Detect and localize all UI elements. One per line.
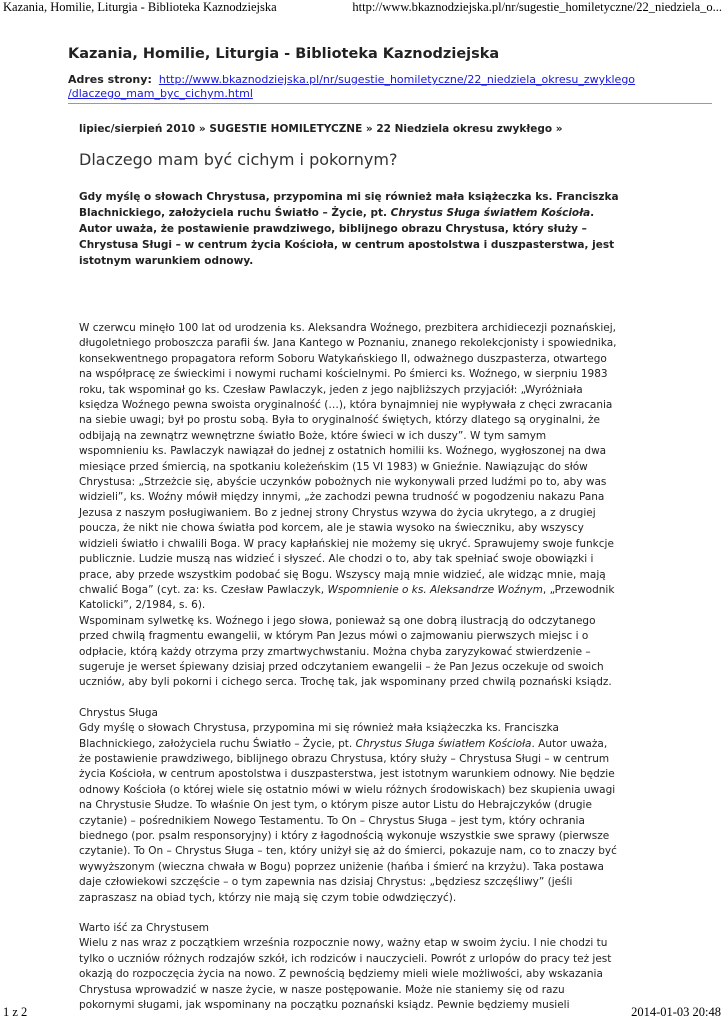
page-address	[68, 73, 668, 101]
section-heading: Warto iść za Chrystusem	[79, 922, 210, 935]
header-divider	[68, 103, 712, 104]
print-header-title: Kazania, Homilie, Liturgia - Biblioteka Kaznodziejska	[3, 0, 277, 14]
article-title: Dlaczego mam być cichym i pokornym?	[79, 150, 398, 169]
address-label: Adres strony:	[68, 73, 152, 86]
article-body	[79, 321, 619, 1028]
print-header-url: http://www.bkaznodziejska.pl/nr/sugestie_homiletyczne/22_niedziela_o...	[352, 0, 722, 14]
print-datetime: 2014-01-03 20:48	[631, 1005, 721, 1019]
article-lead: Gdy myślę o słowach Chrystusa, przypomina mi się również mała książeczka ks. Franciszka Blachnickiego, założyciela ruchu Światło – Życie, pt. Chrystus Sługa światłem Kościoła. Autor uważa, że postawienie prawdziwego, biblijnego obrazu Chrystusa, który służy – Chrystusa Sługi – w centrum życia Kościoła, w centrum apostolstwa i duszpasterstwa, jest istotnym warunkiem odnowy.	[79, 191, 619, 267]
address-link[interactable]: http://www.bkaznodziejska.pl/nr/sugestie_homiletyczne/22_niedziela_okresu_zwyklego /dlaczego_mam_byc_cichym.html	[68, 73, 636, 100]
section-heading: Chrystus Sługa	[79, 706, 158, 719]
print-footer	[0, 1006, 724, 1024]
section-warto-isc: Warto iść za Chrystusem Wielu z nas wraz z początkiem września rozpocznie nowy, ważny etap w swoim życiu. I nie chodzi tu tylko o uczniów różnych rodzajów szkół, ich rodziców i nauczycieli. Powrót z urlopów do pracy też jest okazją do rozpoczęcia życia na nowo. Z pewnością będziemy mieli wiele możliwości, aby wskazania Chrystusa wprowadzić w nasze życie, w nasze postępowanie. Może nie staniemy się od razu pokornymi sługami, jak wspominany na początku poznański ksiądz. Pewnie będziemy musieli	[79, 921, 619, 1013]
print-header	[0, 0, 724, 16]
section-chrystus-sluga: Chrystus Sługa Gdy myślę o słowach Chrystusa, przypomina mi się również mała książeczka ks. Franciszka Blachnickiego, założyciela ruchu Światło – Życie, pt. Chrystus Sługa światłem Kościoła. Autor uważa, że postawienie prawdziwego, biblijnego obrazu Chrystusa, który służy – Chrystusa Sługi – w centrum życia Kościoła, w centrum apostolstwa i duszpasterstwa, jest istotnym warunkiem odnowy. Nie będzie odnowy Kościoła (o której wiele się ostatnio mówi w wielu różnych środowiskach) bez skupienia uwagi na Chrystusie Słudze. To właśnie On jest tym, o którym pisze autor Listu do Hebrajczyków (drugie czytanie) – pośrednikiem Nowego Testamentu. To On – Chrystus Sługa – jest tym, który ochrania biednego (por. psalm responsoryjny) i który z łagodnością wykonuje wszystkie swe sprawy (pierwsze czytanie). To On – Chrystus Sługa – ten, który uniżył się aż do śmierci, pokazuje nam, co to znaczy być wywyższonym (wieczna chwała w Bogu) poprzez uniżenie (hańba i śmierć na krzyżu). Taka postawa daje człowiekowi szczęście – o tym zapewnia nas dzisiaj Chrystus: „będziesz szczęśliwy” (jeśli zapraszasz na obiad tych, którzy nie mają się czym tobie odwdzięczyć).	[79, 706, 619, 906]
paragraph-1: W czerwcu minęło 100 lat od urodzenia ks. Aleksandra Woźnego, prezbitera archidiecezji poznańskiej, długoletniego proboszcza parafii św. Jana Kantego w Poznaniu, znanego rekolekcjonisty i spowiednika, konsekwentnego propagatora reform Soboru Watykańskiego II, odważnego duszpasterza, otwartego na współpracę ze świeckimi i nowymi ruchami kościelnymi. Po śmierci ks. Woźnego, w sierpniu 1983 roku, tak wspominał go ks. Czesław Pawlaczyk, jeden z jego najbliższych przyjaciół: „Wyróżniała księdza Woźnego pewna swoista oryginalność (…), która bynajmniej nie wypływała z chęci zwracania na siebie uwagi; był po prostu sobą. Była to oryginalność świętych, którzy dlatego są oryginalni, że odbijają na zewnątrz wewnętrzne światło Boże, które świeci w ich duszy”. W tym samym wspomnieniu ks. Pawlaczyk nawiązał do jednej z ostatnich homilii ks. Woźnego, wygłoszonej na dwa miesiące przed śmiercią, na spotkaniu koleżeńskim (15 VI 1983) w Gnieźnie. Nawiązując do słów Chrystusa: „Strzeżcie się, abyście uczynków pobożnych nie wykonywali przed ludźmi po to, aby was widzieli”, ks. Woźny mówił między innymi, „że zachodzi pewna trudność w pogodzeniu nakazu Pana Jezusa z naszym posługiwaniem. Bo z jednej strony Chrystus wzywa do życia ukrytego, a z drugiej poucza, że nikt nie chowa światła pod korcem, ale je stawia wysoko na świeczniku, aby wszyscy widzieli światło i chwalili Boga. W pracy kapłańskiej nie możemy się ukryć. Sprawujemy swoje funkcje publicznie. Ludzie muszą nas widzieć i słyszeć. Ale chodzi o to, aby tak spełniać swoje obowiązki i prace, aby przede wszystkim podobać się Bogu. Wszyscy mają mnie widzieć, ale widząc mnie, mają chwalić Boga” (cyt. za: ks. Czesław Pawlaczyk, Wspomnienie o ks. Aleksandrze Woźnym, „Przewodnik Katolicki”, 2/1984, s. 6).	[79, 322, 617, 612]
page-number: 1 z 2	[3, 1005, 28, 1019]
breadcrumb: lipiec/sierpień 2010 » SUGESTIE HOMILETYCZNE » 22 Niedziela okresu zwykłego »	[79, 123, 563, 135]
paragraph-2: Wspominam sylwetkę ks. Woźnego i jego słowa, ponieważ są one dobrą ilustracją do odczytanego przed chwilą fragmentu ewangelii, w którym Pan Jezus mówi o zajmowaniu pierwszych miejsc i o odpłacie, którą każdy otrzyma przy zmartwychwstaniu. Można chyba zaryzykować stwierdzenie – sugeruje je werset śpiewany dzisiaj przed odczytaniem ewangelii – że Pan Jezus oczekuje od swoich uczniów, aby byli pokorni i cichego serca. Trochę tak, jak wspominany przed chwilą poznański ksiądz.	[79, 614, 612, 689]
site-title: Kazania, Homilie, Liturgia - Biblioteka Kaznodziejska	[68, 46, 500, 62]
